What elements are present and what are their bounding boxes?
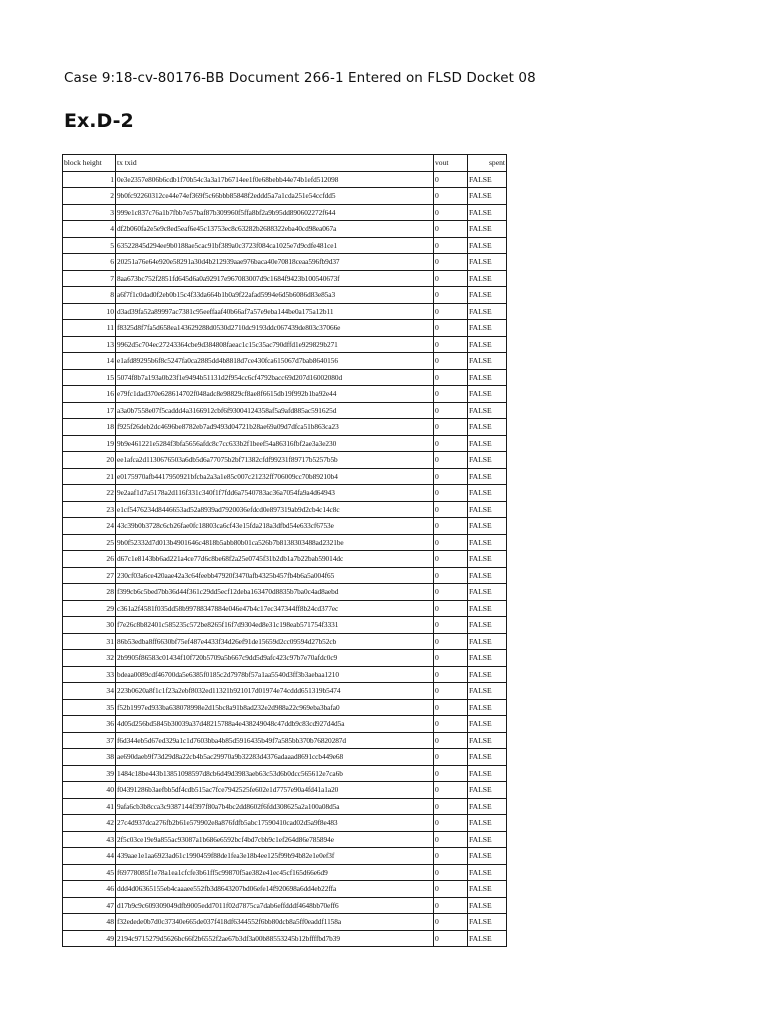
block-height-cell: 21 — [63, 468, 116, 485]
txid-cell: d17b9c9c609309049dfb9005edd7011f02d7875ca7dab6effdddf4648bb70eff6 — [116, 897, 434, 914]
vout-cell: 0 — [434, 600, 468, 617]
block-height-cell: 7 — [63, 270, 116, 287]
block-height-cell: 39 — [63, 765, 116, 782]
block-height-cell: 28 — [63, 584, 116, 601]
block-height-cell: 49 — [63, 930, 116, 947]
spent-cell: FALSE — [468, 732, 507, 749]
spent-cell: FALSE — [468, 699, 507, 716]
spent-cell: FALSE — [468, 650, 507, 667]
block-height-cell: 32 — [63, 650, 116, 667]
table-row — [63, 369, 507, 386]
column-header-tx-txid: tx txid — [116, 155, 434, 172]
txid-cell: 2f5c03ce19e9a855ac93087a1b686e6592bcf4bd7cbb9c1ef264d86e785894e — [116, 831, 434, 848]
txid-cell: bdeaa0089cdf46700da5e6385f0185c2d7978bf57a1aa5540d3ff3b3aebaa1210 — [116, 666, 434, 683]
spent-cell: FALSE — [468, 831, 507, 848]
block-height-cell: 44 — [63, 848, 116, 865]
table-row — [63, 864, 507, 881]
spent-cell: FALSE — [468, 716, 507, 733]
table-row — [63, 650, 507, 667]
txid-cell: df2b060fa2e5e9c8ed5eaf6e45c13753ec8c63282b2688322eba40cd98ea067a — [116, 221, 434, 238]
block-height-cell: 24 — [63, 518, 116, 535]
txid-cell: f04391286b3aefbb5df4cdb515ac7fce7942525fe602e1d7757e90a4fd41a1a20 — [116, 782, 434, 799]
table-row — [63, 930, 507, 947]
spent-cell: FALSE — [468, 336, 507, 353]
vout-cell: 0 — [434, 188, 468, 205]
table-row — [63, 254, 507, 271]
table-row — [63, 600, 507, 617]
table-header-row — [63, 155, 507, 172]
txid-cell: f925f26deb2dc4696be8782eb7ad9493d04721b28ae69a09d7dfca51b863ca23 — [116, 419, 434, 436]
txid-cell: ddd4d06365155eb4caaaee552fb3d8643207bd06efe14f920698a6dd4eb22ffa — [116, 881, 434, 898]
txid-cell: 4d05d256bd5845b30039a37d48215788a4e438249048c47ddb9c83cd927d4d5a — [116, 716, 434, 733]
txid-cell: ae690daeb9f73d29d8a22cb4b5ac29970a9b32283d4376adaaad8691ccb449e68 — [116, 749, 434, 766]
table-row — [63, 683, 507, 700]
spent-cell: FALSE — [468, 584, 507, 601]
vout-cell: 0 — [434, 831, 468, 848]
txid-cell: 9962d5c704ec27243364cbe9d384808faeac1c15c35ac790dffd1e929829b271 — [116, 336, 434, 353]
spent-cell: FALSE — [468, 930, 507, 947]
txid-cell: d3ad39fa52a89997ac7381c95eeffaaf40b66af7a57e9eba144be0a175a12b11 — [116, 303, 434, 320]
table-row — [63, 221, 507, 238]
table-row — [63, 897, 507, 914]
spent-cell: FALSE — [468, 501, 507, 518]
txid-cell: 20251a76e64e920e58291a30d4b212939aae976baca40e70818ceaa596fb9d37 — [116, 254, 434, 271]
table-row — [63, 534, 507, 551]
table-row — [63, 914, 507, 931]
block-height-cell: 13 — [63, 336, 116, 353]
table-row — [63, 435, 507, 452]
spent-cell: FALSE — [468, 369, 507, 386]
spent-cell: FALSE — [468, 567, 507, 584]
txid-cell: 63522845d294ee9b0188ae5cac91bf389a0c3723f084ca1025e7d9cdfe481ce1 — [116, 237, 434, 254]
block-height-cell: 43 — [63, 831, 116, 848]
table-row — [63, 815, 507, 832]
txid-cell: e1afd89295b6f8c5247fa0ca2885dd4b8818d7ce430fca615067d7bab8640156 — [116, 353, 434, 370]
spent-cell: FALSE — [468, 221, 507, 238]
vout-cell: 0 — [434, 567, 468, 584]
spent-cell: FALSE — [468, 254, 507, 271]
spent-cell: FALSE — [468, 617, 507, 634]
txid-cell: 230cf03a6ce420aae42a3c64feebb47920f3470afb4325b457fb4b6a5a004f65 — [116, 567, 434, 584]
vout-cell: 0 — [434, 270, 468, 287]
vout-cell: 0 — [434, 386, 468, 403]
spent-cell: FALSE — [468, 848, 507, 865]
table-row — [63, 270, 507, 287]
txid-cell: 5074f8b7a193a0b23f1e9494b51131d2f954cc6cf4792bacc69d207d16002080d — [116, 369, 434, 386]
table-row — [63, 881, 507, 898]
block-height-cell: 29 — [63, 600, 116, 617]
block-height-cell: 30 — [63, 617, 116, 634]
vout-cell: 0 — [434, 320, 468, 337]
vout-cell: 0 — [434, 171, 468, 188]
vout-cell: 0 — [434, 782, 468, 799]
column-header-spent: spent — [468, 155, 507, 172]
vout-cell: 0 — [434, 485, 468, 502]
tx-table — [62, 154, 507, 947]
table-row — [63, 782, 507, 799]
vout-cell: 0 — [434, 303, 468, 320]
vout-cell: 0 — [434, 419, 468, 436]
block-height-cell: 45 — [63, 864, 116, 881]
block-height-cell: 2 — [63, 188, 116, 205]
table-row — [63, 419, 507, 436]
txid-cell: f52b1997ed933ba638078998e2d15bc8a91b8ad232e2d988a22c969eba3bafa0 — [116, 699, 434, 716]
spent-cell: FALSE — [468, 600, 507, 617]
spent-cell: FALSE — [468, 683, 507, 700]
table-row — [63, 699, 507, 716]
txid-cell: 439aae1e1aa6923ad61c1990459f88de1fea3e18b4ee125f99b94b82e1e0ef3f — [116, 848, 434, 865]
txid-cell: f399cb6c5bed7bb36d44f361c29dd5ecf12deba163470d8835b7ba0c4ad8aebd — [116, 584, 434, 601]
spent-cell: FALSE — [468, 303, 507, 320]
spent-cell: FALSE — [468, 237, 507, 254]
block-height-cell: 14 — [63, 353, 116, 370]
block-height-cell: 46 — [63, 881, 116, 898]
spent-cell: FALSE — [468, 353, 507, 370]
vout-cell: 0 — [434, 848, 468, 865]
txid-cell: a6f7f1c0dad0f2eb0b15c4f33da664b1b0a9f22afad5994e6d5b6086d83e85a3 — [116, 287, 434, 304]
vout-cell: 0 — [434, 287, 468, 304]
vout-cell: 0 — [434, 518, 468, 535]
block-height-cell: 33 — [63, 666, 116, 683]
table-row — [63, 798, 507, 815]
txid-cell: 9b9e461221e5284f3bfa5656afdc8c7cc633b2f1beef54a86316fbf2ae3a3e230 — [116, 435, 434, 452]
table-row — [63, 303, 507, 320]
block-height-cell: 35 — [63, 699, 116, 716]
table-row — [63, 848, 507, 865]
vout-cell: 0 — [434, 765, 468, 782]
table-row — [63, 171, 507, 188]
vout-cell: 0 — [434, 914, 468, 931]
vout-cell: 0 — [434, 881, 468, 898]
block-height-cell: 25 — [63, 534, 116, 551]
vout-cell: 0 — [434, 633, 468, 650]
spent-cell: FALSE — [468, 435, 507, 452]
table-row — [63, 320, 507, 337]
spent-cell: FALSE — [468, 287, 507, 304]
spent-cell: FALSE — [468, 419, 507, 436]
block-height-cell: 42 — [63, 815, 116, 832]
block-height-cell: 16 — [63, 386, 116, 403]
txid-cell: ee1afca2d1130676503a6db5d6a77075b2bf71382cfdf99231f89717b5257b5b — [116, 452, 434, 469]
vout-cell: 0 — [434, 584, 468, 601]
vout-cell: 0 — [434, 336, 468, 353]
txid-cell: f8325d8f7fa5d658ea143629288d0530d2710dc9193ddc067439de803c37066e — [116, 320, 434, 337]
txid-cell: f69778085f1e78a1ea1cfcfe3b61ff5c99870f5ae382e41ec45cf165d66e6d9 — [116, 864, 434, 881]
vout-cell: 0 — [434, 699, 468, 716]
column-header-vout: vout — [434, 155, 468, 172]
block-height-cell: 26 — [63, 551, 116, 568]
table-row — [63, 716, 507, 733]
vout-cell: 0 — [434, 353, 468, 370]
txid-cell: 1484c18be443b13851098597d8cb6d49d3983aeb63c53d6b0dcc565612e7ca6b — [116, 765, 434, 782]
vout-cell: 0 — [434, 815, 468, 832]
spent-cell: FALSE — [468, 815, 507, 832]
table-row — [63, 633, 507, 650]
table-row — [63, 188, 507, 205]
table-row — [63, 518, 507, 535]
vout-cell: 0 — [434, 864, 468, 881]
table-row — [63, 237, 507, 254]
txid-cell: 8aa673bc752f2851fd645d6a0a92917e967083007d9c1684f9423b100540673f — [116, 270, 434, 287]
spent-cell: FALSE — [468, 386, 507, 403]
vout-cell: 0 — [434, 369, 468, 386]
txid-cell: 9b0fc92260312ce44e74ef369f5c66bbb85848f2eddd5a7a1cda251e54ccfdd5 — [116, 188, 434, 205]
table-row — [63, 468, 507, 485]
vout-cell: 0 — [434, 666, 468, 683]
vout-cell: 0 — [434, 551, 468, 568]
block-height-cell: 31 — [63, 633, 116, 650]
txid-cell: e1cf5476234d8446653ad52a8939ad7920036efdcd0e897319ab9d2cb4c14c8c — [116, 501, 434, 518]
spent-cell: FALSE — [468, 864, 507, 881]
spent-cell: FALSE — [468, 320, 507, 337]
spent-cell: FALSE — [468, 402, 507, 419]
spent-cell: FALSE — [468, 518, 507, 535]
block-height-cell: 3 — [63, 204, 116, 221]
spent-cell: FALSE — [468, 485, 507, 502]
table-row — [63, 452, 507, 469]
spent-cell: FALSE — [468, 881, 507, 898]
txid-cell: c361a2f4581f035dd58b99788347884e046e47b4c17ec347344ff8b24cd377ec — [116, 600, 434, 617]
table-row — [63, 584, 507, 601]
vout-cell: 0 — [434, 452, 468, 469]
table-row — [63, 567, 507, 584]
table-row — [63, 336, 507, 353]
table-row — [63, 501, 507, 518]
table-row — [63, 831, 507, 848]
table-row — [63, 386, 507, 403]
block-height-cell: 20 — [63, 452, 116, 469]
vout-cell: 0 — [434, 683, 468, 700]
vout-cell: 0 — [434, 254, 468, 271]
vout-cell: 0 — [434, 221, 468, 238]
block-height-cell: 11 — [63, 320, 116, 337]
block-height-cell: 48 — [63, 914, 116, 931]
table-row — [63, 617, 507, 634]
spent-cell: FALSE — [468, 468, 507, 485]
table-row — [63, 402, 507, 419]
table-row — [63, 485, 507, 502]
spent-cell: FALSE — [468, 270, 507, 287]
vout-cell: 0 — [434, 897, 468, 914]
vout-cell: 0 — [434, 798, 468, 815]
txid-cell: e79fc1dad370e628614702f048adc8e98829cf8ae8f6615db19f992b1ba92e44 — [116, 386, 434, 403]
vout-cell: 0 — [434, 237, 468, 254]
spent-cell: FALSE — [468, 765, 507, 782]
spent-cell: FALSE — [468, 749, 507, 766]
txid-cell: 27c4d937dca276fb2b61e579902e8a876fdfb5abc17590410cad02d5a9f8e483 — [116, 815, 434, 832]
spent-cell: FALSE — [468, 188, 507, 205]
vout-cell: 0 — [434, 930, 468, 947]
spent-cell: FALSE — [468, 452, 507, 469]
vout-cell: 0 — [434, 650, 468, 667]
block-height-cell: 19 — [63, 435, 116, 452]
block-height-cell: 17 — [63, 402, 116, 419]
vout-cell: 0 — [434, 501, 468, 518]
block-height-cell: 34 — [63, 683, 116, 700]
txid-cell: 999e1c837c76a1b7fbb7e57baf87b309960f5ffa8bf2a9b95dd890602272f644 — [116, 204, 434, 221]
table-row — [63, 765, 507, 782]
spent-cell: FALSE — [468, 551, 507, 568]
spent-cell: FALSE — [468, 534, 507, 551]
document-header: Case 9:18-cv-80176-BB Document 266-1 Entered on FLSD Docket 08 — [64, 70, 536, 86]
vout-cell: 0 — [434, 732, 468, 749]
txid-cell: 86b53edba8ff6630bf75ef487e4433f34d26ef91de15659d2cc09594d27b52cb — [116, 633, 434, 650]
spent-cell: FALSE — [468, 204, 507, 221]
vout-cell: 0 — [434, 468, 468, 485]
column-header-block-height: block height — [63, 155, 116, 172]
txid-cell: 43c39b0b3728c6cb26fae0fc18803ca6cf43e15fda218a3dfbd54e633cf6753e — [116, 518, 434, 535]
vout-cell: 0 — [434, 617, 468, 634]
txid-cell: f32edede0b7d0c37340e665de037f418df6344552f6bb80dcb8a5ff0eaddf1158a — [116, 914, 434, 931]
block-height-cell: 27 — [63, 567, 116, 584]
block-height-cell: 10 — [63, 303, 116, 320]
block-height-cell: 23 — [63, 501, 116, 518]
txid-cell: 223b0620a8f1c1f23a2ebf8032ed11321b921017d01974e74cddd651319b5474 — [116, 683, 434, 700]
txid-cell: e0175970afb4417950921bfcba2a3a1e85c007c21232ff706009cc70b89210b4 — [116, 468, 434, 485]
block-height-cell: 22 — [63, 485, 116, 502]
block-height-cell: 36 — [63, 716, 116, 733]
vout-cell: 0 — [434, 204, 468, 221]
table-row — [63, 204, 507, 221]
txid-cell: d67c1e8143bb6ad221a4ce77d6c8be68f2a25e0745f31b2db1a7b22bab59014dc — [116, 551, 434, 568]
block-height-cell: 15 — [63, 369, 116, 386]
spent-cell: FALSE — [468, 666, 507, 683]
vout-cell: 0 — [434, 435, 468, 452]
block-height-cell: 41 — [63, 798, 116, 815]
txid-cell: f7e26c8b82401c585235c572be8265f16f7d9304ed8e31c198eab571754f3331 — [116, 617, 434, 634]
block-height-cell: 8 — [63, 287, 116, 304]
txid-cell: 2b9905f86583c01434f10f720b5709a5b667c9dd5d9afc423c97b7e70afdc0c9 — [116, 650, 434, 667]
block-height-cell: 47 — [63, 897, 116, 914]
txid-cell: 9b0f52332d7d013b4901646c4818b5abb80b01ca526b7b8138303488ad2321be — [116, 534, 434, 551]
txid-cell: 9afa6cb3b8cca3c9387144f397f80a7b4bc2dd8602f6fdd308625a2a100a08d5a — [116, 798, 434, 815]
table-row — [63, 551, 507, 568]
exhibit-title: Ex.D-2 — [64, 110, 134, 132]
block-height-cell: 40 — [63, 782, 116, 799]
txid-cell: 2194c9715279d5626bc66f2b6552f2ae67b3df3a00b88553245b12bffffbd7b39 — [116, 930, 434, 947]
spent-cell: FALSE — [468, 171, 507, 188]
vout-cell: 0 — [434, 749, 468, 766]
block-height-cell: 18 — [63, 419, 116, 436]
table-row — [63, 666, 507, 683]
txid-cell: a3a0b7558e07f5caddd4a3166912cbf6f93004124358af5a9afd885ac591625d — [116, 402, 434, 419]
spent-cell: FALSE — [468, 633, 507, 650]
block-height-cell: 4 — [63, 221, 116, 238]
block-height-cell: 1 — [63, 171, 116, 188]
spent-cell: FALSE — [468, 798, 507, 815]
block-height-cell: 5 — [63, 237, 116, 254]
txid-cell: f6d344eb5d67ed329a1c1d7603bba4b85d5916435b49f7a585bb370b76820287d — [116, 732, 434, 749]
spent-cell: FALSE — [468, 782, 507, 799]
table-row — [63, 749, 507, 766]
vout-cell: 0 — [434, 402, 468, 419]
table-row — [63, 732, 507, 749]
spent-cell: FALSE — [468, 914, 507, 931]
txid-cell: 9e2aaf1d7a5178a2d116f331c340f1f7fdd6a7540783ac36a7054fa9a4d64943 — [116, 485, 434, 502]
vout-cell: 0 — [434, 716, 468, 733]
table-body — [63, 171, 507, 947]
table-row — [63, 287, 507, 304]
block-height-cell: 6 — [63, 254, 116, 271]
block-height-cell: 38 — [63, 749, 116, 766]
table-row — [63, 353, 507, 370]
spent-cell: FALSE — [468, 897, 507, 914]
vout-cell: 0 — [434, 534, 468, 551]
block-height-cell: 37 — [63, 732, 116, 749]
txid-cell: 0e3e2357e806b6cdb1f70b54c3a3a17b6714ee1f0e68bebb44e74b1efd512098 — [116, 171, 434, 188]
